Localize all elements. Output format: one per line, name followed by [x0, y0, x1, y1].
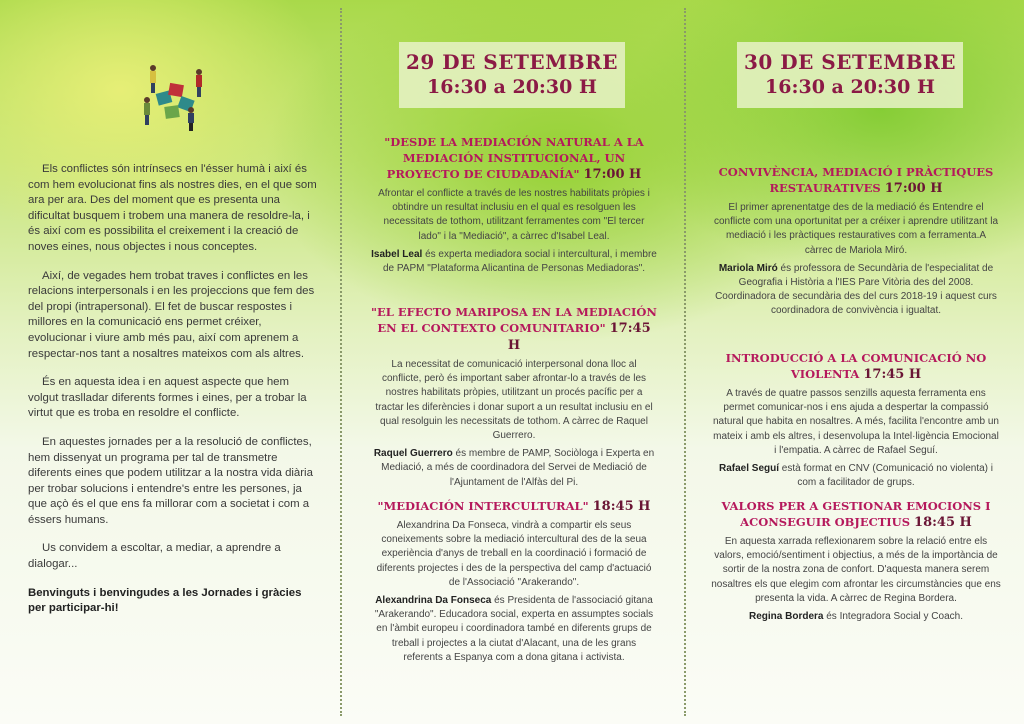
talk-speaker: Regina Bordera és Integradora Social y Coach.: [749, 611, 963, 623]
talk-title: "EL EFECTO MARIPOSA EN LA MEDIACIÓN EN EL CONTEXTO COMUNITARIO" 17:45 H: [371, 305, 657, 353]
closing-line: Benvinguts i benvingudes a les Jornades i gràcies per participar-hi!: [28, 586, 302, 615]
intro-text: [28, 162, 320, 630]
talk-block: [371, 134, 657, 280]
talk-description: Alexandrina Da Fonseca, vindrà a compartir els seus coneixements sobre la mediació intercultural des de la seua experiència d'anys de treball en la coordinació i formació de diferents projectes i des de la perspectiva del camp d'actuació de l'Associació "Arakerando".: [376, 520, 652, 588]
talk-time: 17:45 H: [507, 321, 651, 353]
intro-paragraph: Els conflictes són intrínsecs en l'ésser humà i així és com hem evolucionat fins als nostres dies, en el que som ara per ara. Des del moment que es presenta una dificultat busquem i trobem una manera de resoldre-la, i és així com es possibilita el creixement i la creació de noves eines, nous objectes i nous conceptes.: [28, 163, 317, 253]
talk-title: "MEDIACIÓN INTERCULTURAL" 18:45 H: [377, 499, 651, 514]
talk-description: La necessitat de comunicació interpersonal dona lloc al conflicte, però és important saber afrontar-lo a través de les nostres habilitats pròpies, utilitzant un procés pacífic per a tractar les diferències i donar suport a un resultat inclusiu en el qual resolguin les necessitats de tothom. A càrrec de Raquel Guerrero.: [375, 359, 653, 442]
talk-description: Afrontar el conflicte a través de les nostres habilitats pròpies i obtindre un resultat inclusiu en el qual es resolguen les necessitats de tothom, utilitzant ferramentes com "El tercer lado" i la "Mediació", a càrrec d'Isabel Leal.: [378, 188, 650, 242]
talk-block: [711, 498, 1001, 628]
day2-column: [685, 0, 1024, 724]
talk-title: INTRODUCCIÓ A LA COMUNICACIÓ NO VIOLENTA 17:45 H: [725, 351, 987, 382]
intro-paragraph: En aquestes jornades per a la resolució de conflictes, hem dissenyat un programa per tal de transmetre diferents eines que podem utilitzar a la nostra vida diària per trobar solucions i entendre's entre les persones, ja que açò és el que ens fa millorar com a societat i com a éssers humans.: [28, 435, 313, 526]
speaker-name: Isabel Leal: [371, 248, 423, 260]
talk-title: VALORS PER A GESTIONAR EMOCIONS I ACONSEGUIR OBJECTIUS 18:45 H: [721, 499, 991, 530]
date-title: 30 DE SETEMBRE: [743, 50, 957, 74]
date-hours: 16:30 a 20:30 H: [765, 76, 935, 98]
date-hours: 16:30 a 20:30 H: [427, 76, 597, 98]
date-box: [737, 42, 963, 108]
talk-block: [371, 498, 657, 669]
intro-paragraph: Així, de vegades hem trobat traves i conflictes en les relacions interpersonals i en les projeccions que fem des del propi (intrapersonal). El fet de buscar respostes i millores en la comunicació ens permet créixer, evolucionar i viure amb més pau, així com aprenem a respectar-nos tant a nosaltres mateixos com als altres.: [28, 269, 315, 360]
talk-description: En aquesta xarrada reflexionarem sobre la relació entre els valors, emoció/sentiment i objectius, a més de la importància de sortir de la nostra zona de confort. D'aquesta manera serem nosaltres els que elegim com afrontar les circumstàncies que ens presenta la vida. A càrrec de Regina Bordera.: [711, 536, 1001, 604]
intro-paragraph: Us convidem a escoltar, a mediar, a aprendre a dialogar...: [28, 542, 281, 571]
talk-block: [371, 304, 657, 494]
talk-speaker: Raquel Guerrero és membre de PAMP, Sociòloga i Experta en Mediació, a més de coordinadora del Servei de Mediació de l'Ajuntament de l'Alfàs del Pi.: [373, 448, 655, 488]
intro-column: [0, 0, 340, 724]
talk-title: CONVIVÈNCIA, MEDIACIÓ I PRÀCTIQUES RESTAURATIVES 17:00 H: [718, 165, 994, 196]
talk-time: 18:45 H: [592, 499, 651, 514]
speaker-name: Alexandrina Da Fonseca: [375, 595, 492, 607]
people-puzzle-illustration: [135, 62, 215, 132]
talk-speaker: Alexandrina Da Fonseca és Presidenta de l'associació gitana "Arakerando". Educadora social, experta en assumptes socials en l'àmbit europeu i coordinadora també en diferents grups de treball i projectes a la ciutat d'Alacant, una de les grans referents a Espanya com a dona gitana i activista.: [374, 595, 654, 663]
talk-description: A través de quatre passos senzills aquesta ferramenta ens permet comunicar-nos i ens ajuda a despertar la compassió natural que habita en nosaltres. A més, facilita l'encontre amb un mateix i amb els altres, i desenvolupa la Intel·ligència Emocional i l'empatia. A càrrec de Rafael Seguí.: [713, 388, 999, 456]
talk-time: 18:45 H: [914, 515, 972, 530]
day1-column: [341, 0, 684, 724]
speaker-name: Regina Bordera: [749, 611, 824, 623]
talk-speaker: Rafael Seguí està format en CNV (Comunicació no violenta) i com a facilitador de grups.: [718, 463, 993, 489]
date-box: [399, 42, 625, 108]
speaker-name: Rafael Seguí: [718, 463, 780, 475]
talk-time: 17:45 H: [863, 367, 922, 382]
talk-time: 17:00 H: [884, 181, 943, 196]
talk-time: 17:00 H: [583, 167, 642, 182]
talk-title: "DESDE LA MEDIACIÓN NATURAL A LA MEDIACIÓN INSTITUCIONAL, UN PROYECTO DE CIUDADANÍA" 17:00 H: [384, 135, 644, 182]
talk-speaker: Mariola Miró és professora de Secundària de l'especialitat de Geografia i Història a l'IES Pare Vitòria des del 2008. Coordinadora de secundària des del curs 2018-19 i aquest curs coordinadora de convivència i igualtat.: [715, 262, 997, 317]
talk-speaker: Isabel Leal és experta mediadora social i intercultural, i membre de PAPM "Plataforma Alicantina de Personas Mediadoras".: [371, 248, 657, 275]
talk-block: [711, 350, 1001, 494]
talk-description: El primer aprenentatge des de la mediació és Entendre el conflicte com una oportunitat per a créixer i aprendre utilitzant la mediació i les pràctiques restauratives com a ferramenta.A càrrec de Mariola Miró.: [713, 202, 999, 256]
speaker-name: Mariola Miró: [718, 262, 778, 274]
intro-paragraph: És en aquesta idea i en aquest aspecte que hem volgut traslladar diferents formes i eines, per a trobar la virtut que es troba en resoldre el conflicte.: [28, 376, 307, 420]
speaker-name: Raquel Guerrero: [373, 448, 453, 460]
talk-block: [711, 164, 1001, 323]
date-title: 29 DE SETEMBRE: [405, 50, 619, 74]
